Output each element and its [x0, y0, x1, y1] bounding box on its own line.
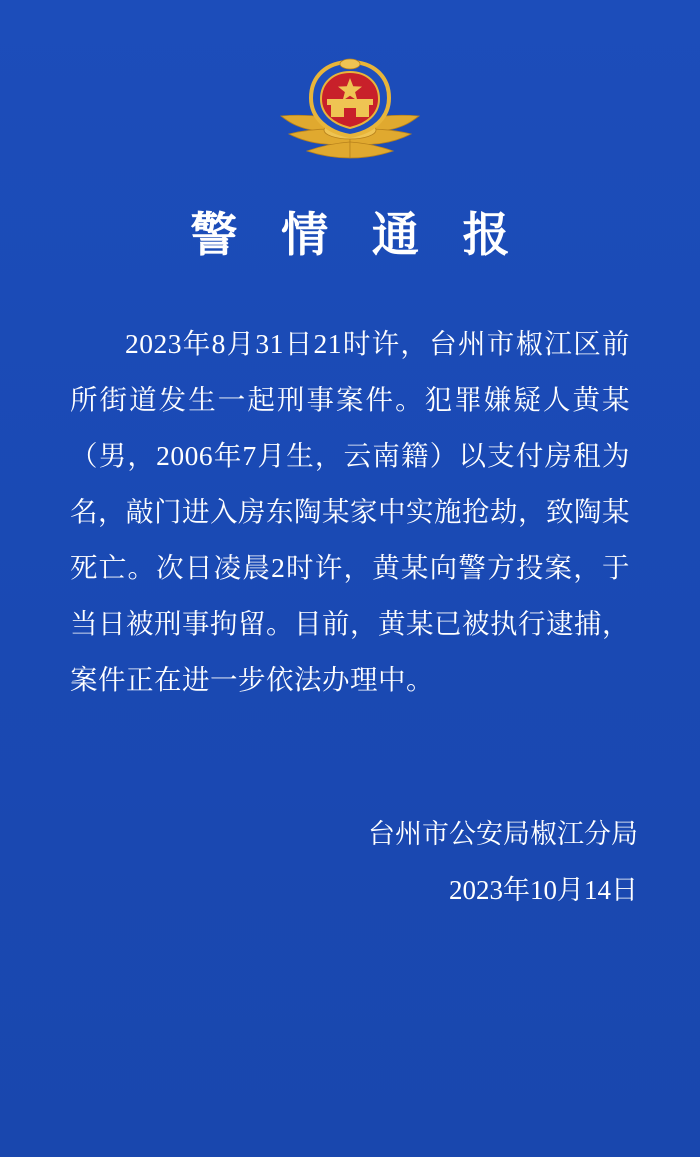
page-title: 警 情 通 报	[190, 210, 526, 262]
signature-block	[368, 806, 638, 918]
notice-body: 2023年8月31日21时许，台州市椒江区前所街道发生一起刑事案件。犯罪嫌疑人黄某（男，2006年7月生，云南籍）以支付房租为名，敲门进入房东陶某家中实施抢劫，致陶某死亡。次日凌晨2时许，黄某向警方投案，于当日被刑事拘留。目前，黄某已被执行逮捕，案件正在进一步依法办理中。	[70, 328, 630, 696]
signature-organization: 台州市公安局椒江分局	[368, 819, 638, 849]
signature-date: 2023年10月14日	[449, 875, 638, 905]
china-police-emblem-icon	[255, 44, 445, 164]
